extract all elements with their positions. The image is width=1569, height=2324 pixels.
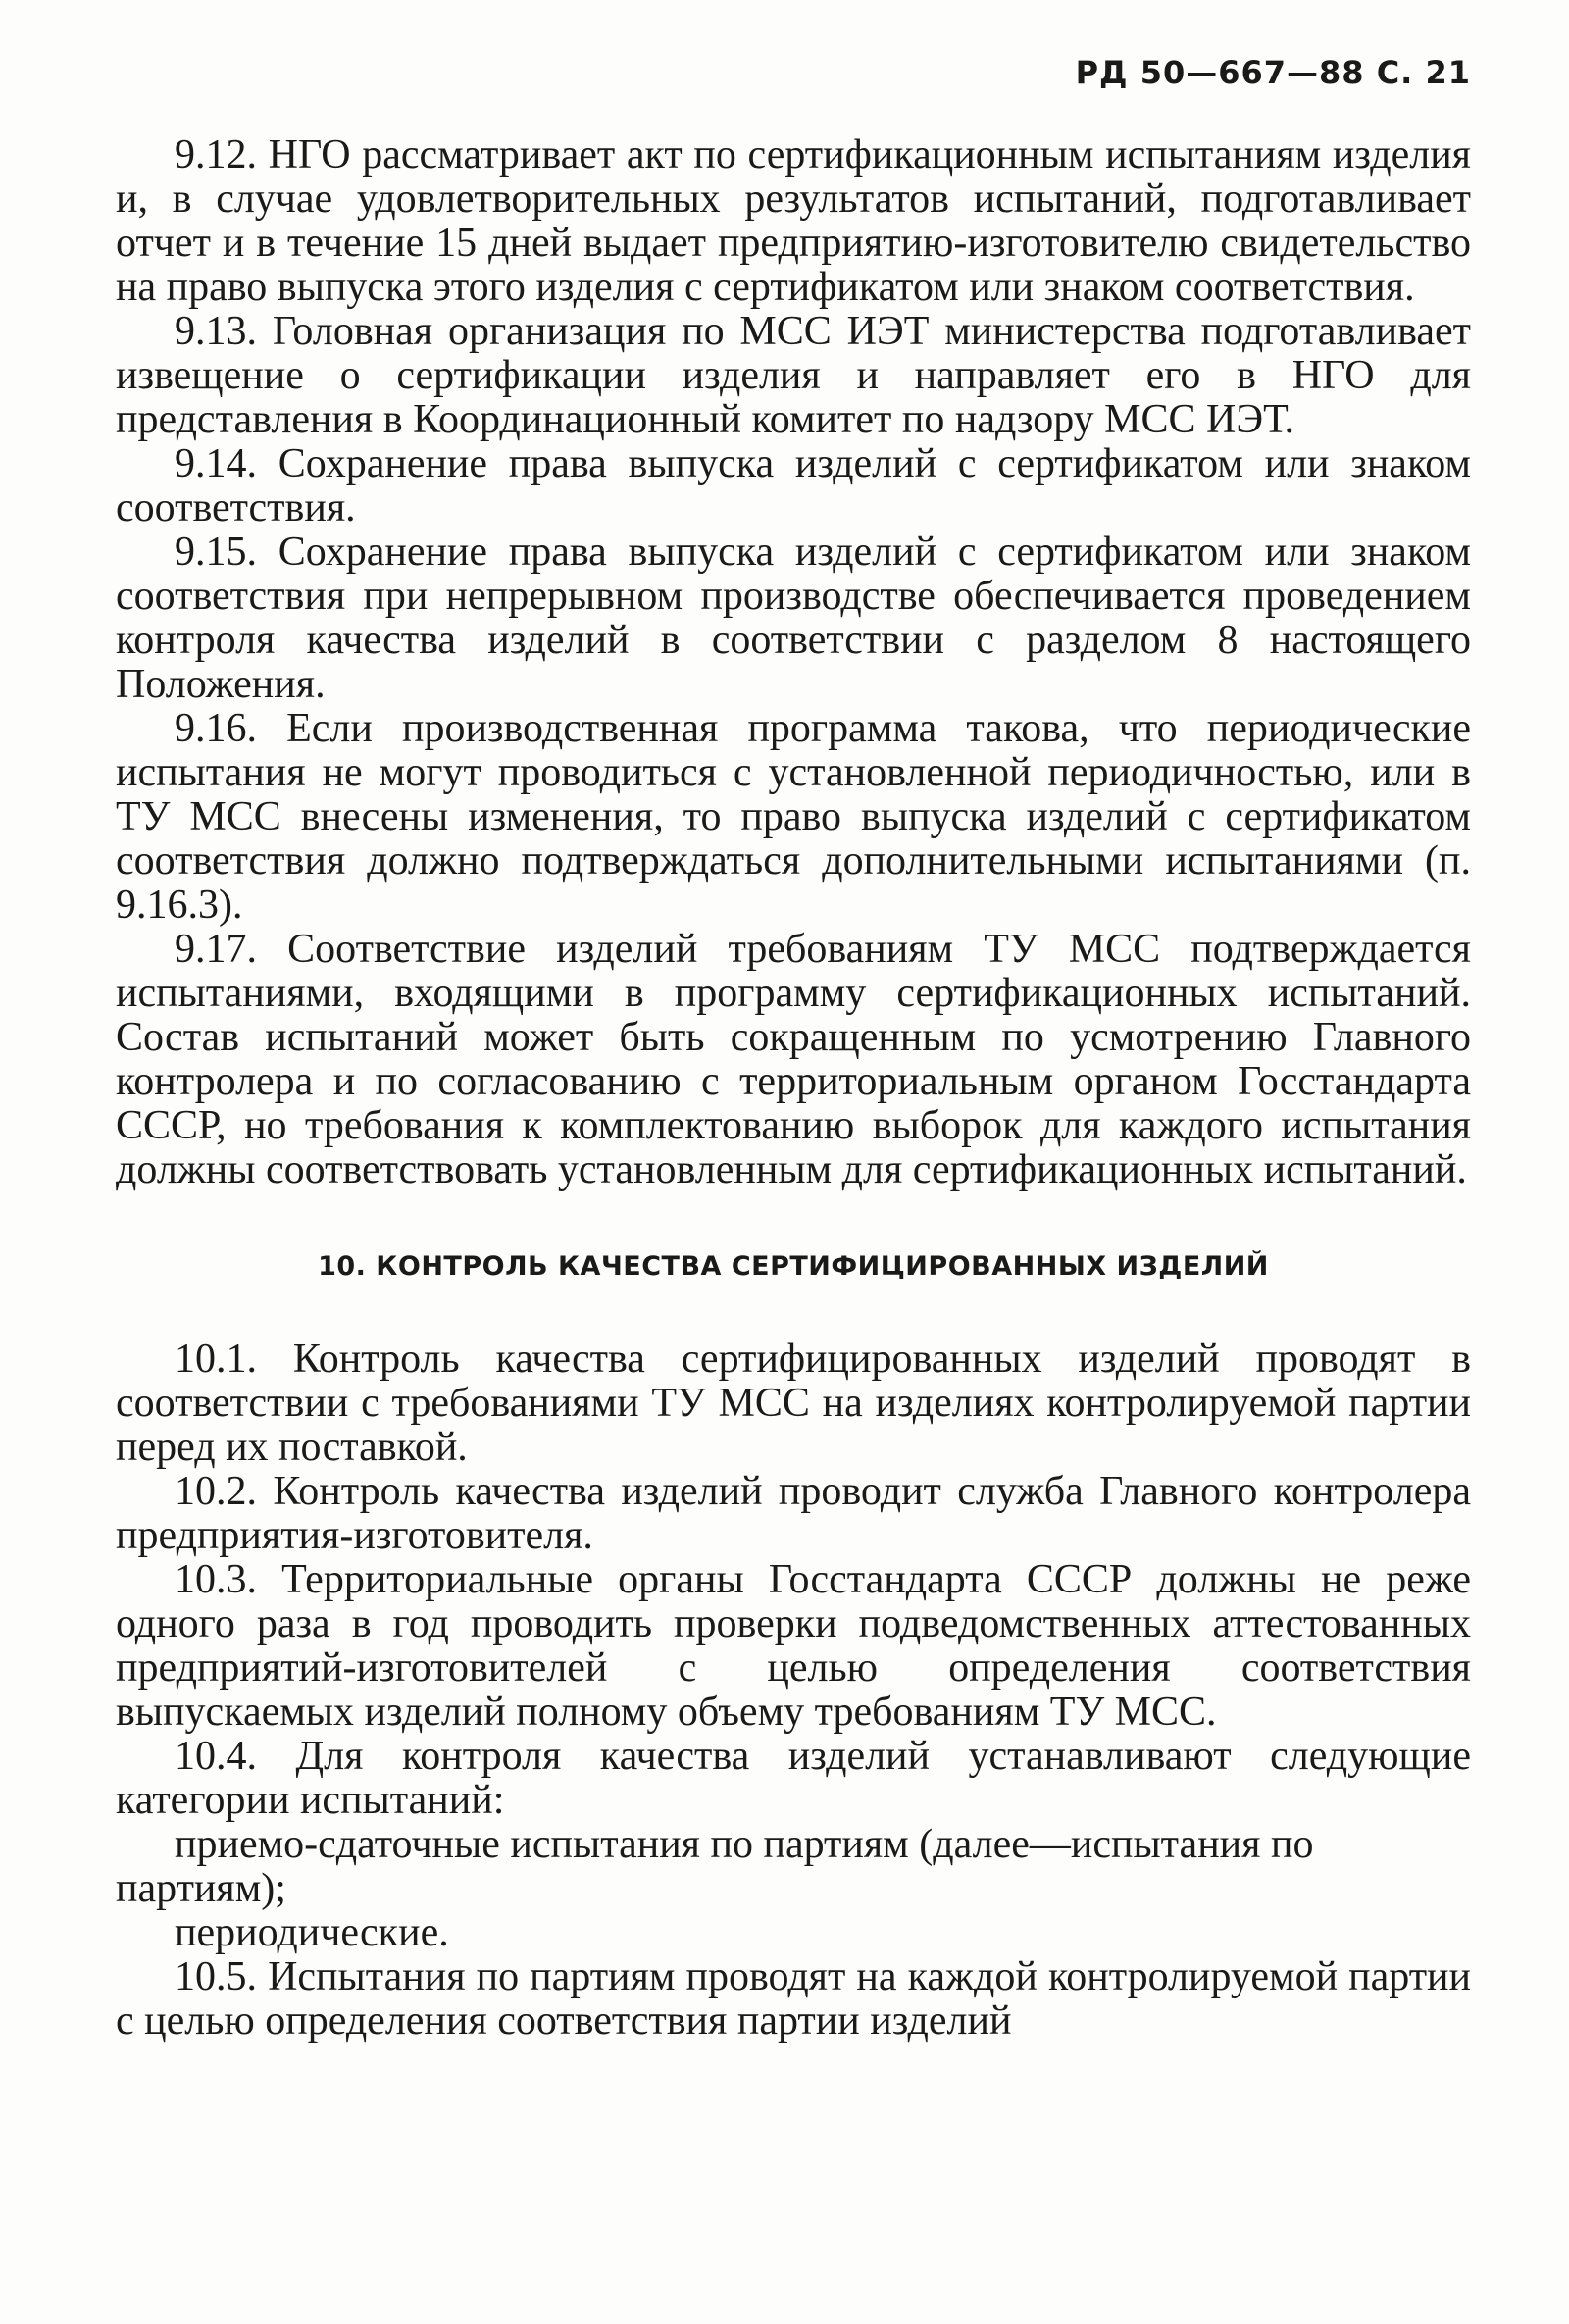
paragraph-10-3: 10.3. Территориальные органы Госстандарта СССР должны не реже одного раза в год проводить проверки подведомственных аттестованных предприятий-изготовителей с целью определения соответствия выпускаемых изделий полному объему требованиям ТУ МСС. bbox=[116, 1557, 1471, 1735]
paragraph-9-15: 9.15. Сохранение права выпуска изделий с сертификатом или знаком соответствия при непрерывном производстве обеспечивается проведением контроля качества изделий в соответствии с разделом 8 настоящего Положения. bbox=[116, 530, 1471, 707]
paragraph-10-4: 10.4. Для контроля качества изделий устанавливают следующие категории испытаний: bbox=[116, 1734, 1471, 1823]
paragraph-10-5: 10.5. Испытания по партиям проводят на каждой контролируемой партии с целью определения соответствия партии изделий bbox=[116, 1954, 1471, 2044]
paragraph-9-17: 9.17. Соответствие изделий требованиям ТУ МСС подтверждается испытаниями, входящими в программу сертификационных испытаний. Состав испытаний может быть сокращенным по усмотрению Главного контролера и по согласованию с территориальным органом Госстандарта СССР, но требования к комплектованию выборок для каждого испытания должны соответствовать установленным для сертификационных испытаний. bbox=[116, 927, 1471, 1192]
paragraph-10-2: 10.2. Контроль качества изделий проводит служба Главного контролера предприятия-изготовителя. bbox=[116, 1469, 1471, 1558]
paragraph-9-14: 9.14. Сохранение права выпуска изделий с сертификатом или знаком соответствия. bbox=[116, 441, 1471, 530]
list-item-acceptance-tests: приемо-сдаточные испытания по партиям (далее—испытания по партиям); bbox=[116, 1822, 1314, 1911]
page-header: РД 50—667—88 С. 21 bbox=[1075, 54, 1471, 91]
paragraph-10-1: 10.1. Контроль качества сертифицированных изделий проводят в соответствии с требованиями ТУ МСС на изделиях контролируемой партии перед их поставкой. bbox=[116, 1337, 1471, 1470]
paragraph-9-16: 9.16. Если производственная программа такова, что периодические испытания не могут проводиться с установленной периодичностью, или в ТУ МСС внесены изменения, то право выпуска изделий с сертификатом соответствия должно подтверждаться дополнительными испытаниями (п. 9.16.3). bbox=[116, 706, 1471, 928]
list-item-periodic-tests: периодические. bbox=[175, 1910, 449, 1955]
document-body bbox=[116, 133, 1471, 2044]
paragraph-9-12: 9.12. НГО рассматривает акт по сертификационным испытаниям изделия и, в случае удовлетворительных результатов испытаний, подготавливает отчет и в течение 15 дней выдает предприятию-изготовителю свидетельство на право выпуска этого изделия с сертификатом или знаком соответствия. bbox=[116, 132, 1471, 310]
section-title: 10. КОНТРОЛЬ КАЧЕСТВА СЕРТИФИЦИРОВАННЫХ ИЗДЕЛИЙ bbox=[318, 1251, 1269, 1282]
paragraph-9-13: 9.13. Головная организация по МСС ИЭТ министерства подготавливает извещение о сертификации изделия и направляет его в НГО для представления в Координационный комитет по надзору МСС ИЭТ. bbox=[116, 309, 1471, 442]
